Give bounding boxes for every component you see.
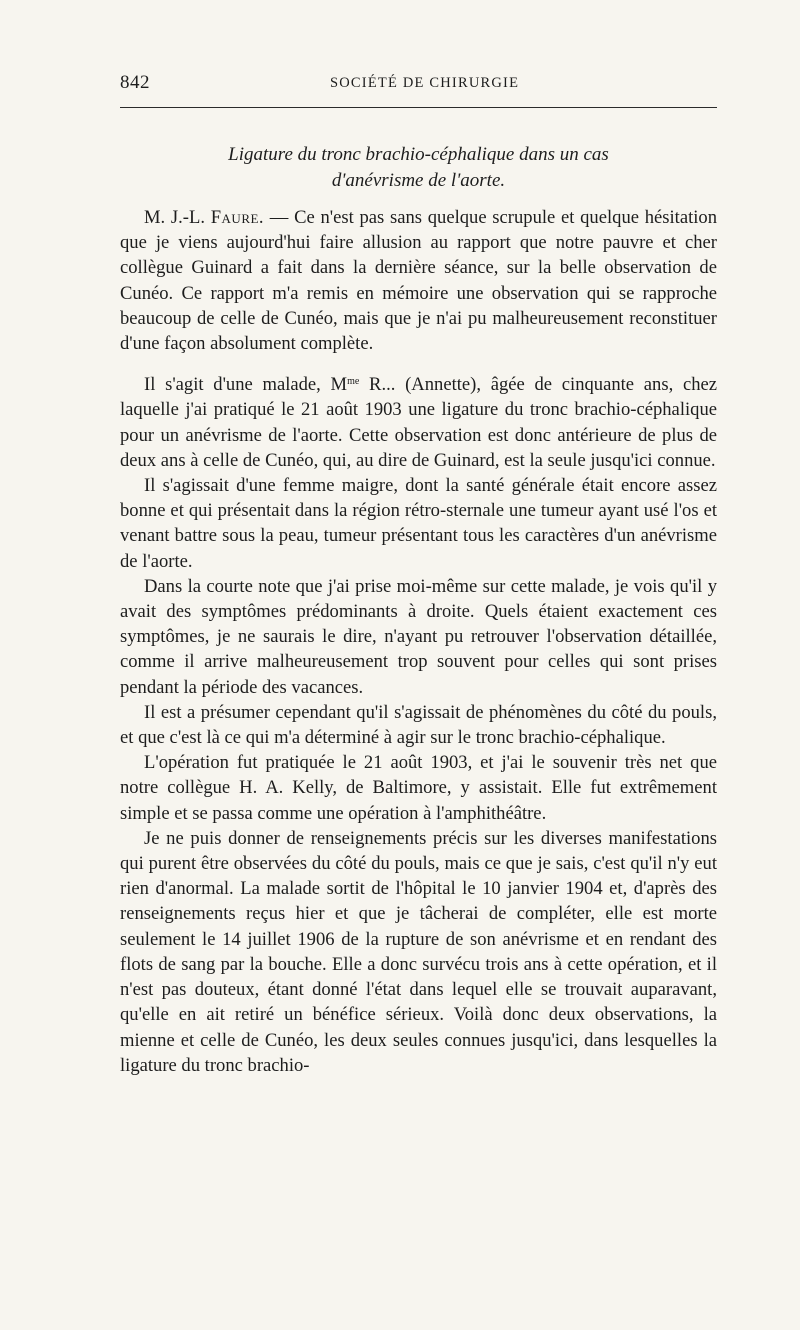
article-body [120, 205, 717, 1078]
paragraph [120, 473, 717, 574]
paragraph [120, 826, 717, 1078]
article-title-line-1: Ligature du tronc brachio-céphalique dans un cas [228, 144, 609, 165]
paragraph-text: L'opération fut pratiquée le 21 août 1903, et j'ai le souvenir très net que notre collègue H. A. Kelly, de Baltimore, y assistait. Elle fut extrêmement simple et se passa comme une opération à l'amphithéâtre. [120, 752, 717, 824]
running-head [120, 72, 720, 96]
speaker-prefix: M. J.-L. [144, 207, 211, 228]
journal-title: SOCIÉTÉ DE CHIRURGIE [330, 75, 520, 91]
paragraph-text: Dans la courte note que j'ai prise moi-même sur cette malade, je vois qu'il y avait des symptômes prédominants à droite. Quels étaient exactement ces symptômes, je ne saurais le dire, n'ayant pu retrouver l'observation détaillée, comme il arrive malheureusement trop souvent pour celles qui sont prises pendant la période des vacances. [120, 575, 717, 698]
article-title-line-2: d'anévrisme de l'aorte. [331, 170, 506, 191]
paragraph [120, 750, 717, 826]
superscript: me [347, 376, 360, 388]
paragraph-text: — Ce n'est pas sans quelque scrupule et quelque hésitation que je viens aujourd'hui faire allusion au rapport que notre pauvre et cher collègue Guinard a fait dans la dernière séance, sur la belle observation de Cunéo. Ce rapport m'a remis en mémoire une observation qui se rapproche beaucoup de celle de Cunéo, mais que je n'ai pu malheureusement reconstituer d'une façon absolument complète. [120, 207, 718, 355]
paragraph [120, 700, 717, 750]
article-title [120, 142, 717, 194]
page-number: 842 [120, 72, 150, 93]
paragraph-text: R... (Annette), âgée de cinquante ans, chez laquelle j'ai pratiqué le 21 août 1903 une ligature du tronc brachio-céphalique pour un anévrisme de l'aorte. Cette observation est donc antérieure de plus de deux ans à celle de Cunéo, qui, au dire de Guinard, est la seule jusqu'ici connue. [120, 374, 717, 471]
paragraph [120, 369, 717, 473]
header-rule [120, 107, 717, 108]
paragraph-text: Je ne puis donner de renseignements précis sur les diverses manifestations qui purent être observées du côté du pouls, mais ce que je sais, c'est qu'il n'y eut rien d'anormal. La malade sortit de l'hôpital le 10 janvier 1904 et, d'après des renseignements reçus hier et que je tâcherai de compléter, elle est morte seulement le 14 juillet 1906 de la rupture de son anévrisme et en rendant des flots de sang par la bouche. Elle a donc survécu trois ans à cette opération, et il n'est pas douteux, étant donné l'état dans lequel elle se trouvait auparavant, qu'elle en ait retiré un bénéfice sérieux. Voilà donc deux observations, la mienne et celle de Cunéo, les deux seules connues jusqu'ici, dans lesquelles la ligature du tronc brachio- [120, 827, 717, 1076]
paragraph-text: Il est a présumer cependant qu'il s'agissait de phénomènes du côté du pouls, et que c'est là ce qui m'a déterminé à agir sur le tronc brachio-céphalique. [120, 701, 717, 749]
speaker-name: Faure. [210, 207, 265, 228]
paragraph [120, 574, 717, 700]
paragraph-text: Il s'agit d'une malade, M [144, 374, 348, 396]
paragraph [120, 205, 717, 356]
paragraph-text: Il s'agissait d'une femme maigre, dont la santé générale était encore assez bonne et qui présentait dans la région rétro-sternale une tumeur ayant usé l'os et venant battre sous la peau, tumeur présentant tous les caractères d'un anévrisme de l'aorte. [120, 475, 717, 572]
